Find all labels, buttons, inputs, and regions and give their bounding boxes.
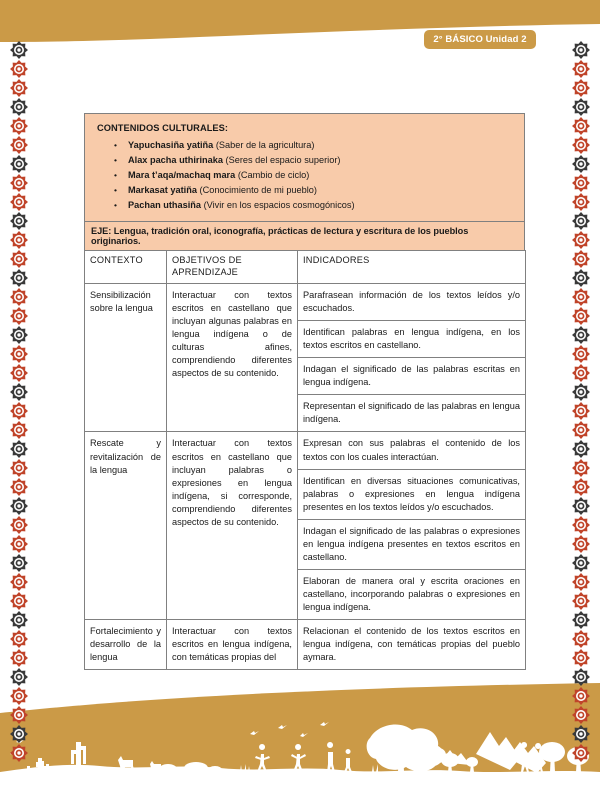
cultural-gloss: (Saber de la agricultura) [215, 140, 315, 150]
cell-indicador: Relacionan el contenido de los textos escritos en lengua indígena, con temáticas propias del pueblo aymara. [298, 620, 526, 670]
decorative-motif-icon [9, 553, 29, 573]
decorative-motif-icon [9, 401, 29, 421]
decorative-motif-icon [9, 192, 29, 212]
decorative-motif-icon [9, 420, 29, 440]
decorative-motif-icon [571, 97, 591, 117]
table-row [85, 432, 526, 469]
decorative-motif-icon [571, 78, 591, 98]
bottom-decorative-band [0, 680, 600, 800]
cultural-term: Yapuchasiña yatiña [128, 140, 214, 150]
decorative-motif-icon [571, 363, 591, 383]
decorative-motif-icon [9, 743, 29, 763]
cultural-gloss: (Seres del espacio superior) [225, 155, 341, 166]
decorative-motif-icon [9, 534, 29, 554]
unit-tab-badge [424, 30, 536, 49]
decorative-motif-icon [9, 173, 29, 193]
table-row [85, 283, 526, 320]
decorative-motif-icon [571, 743, 591, 763]
learning-objectives-table [84, 250, 526, 670]
decorative-motif-icon [9, 268, 29, 288]
decorative-motif-icon [9, 439, 29, 459]
cultural-gloss: (Cambio de ciclo) [237, 170, 310, 181]
decorative-motif-icon [571, 705, 591, 725]
decorative-motif-icon [571, 648, 591, 668]
decorative-motif-icon [9, 135, 29, 155]
decorative-motif-icon [571, 553, 591, 573]
table-header [85, 251, 526, 284]
cell-indicador: Indagan el significado de las palabras o expresiones en lengua indígena presentes en textos escritos en castellano. [298, 519, 526, 569]
cultural-content-item [97, 170, 514, 181]
cell-indicador: Indagan el significado de las palabras escritas en lengua indígena. [298, 358, 526, 395]
decorative-motif-icon [9, 591, 29, 611]
cell-indicador: Identifican palabras en lengua indígena, en los textos escritos en castellano. [298, 321, 526, 358]
decorative-motif-icon [9, 458, 29, 478]
decorative-motif-icon [571, 59, 591, 79]
cell-indicador: Representan el significado de las palabras en lengua indígena. [298, 395, 526, 432]
decorative-motif-icon [9, 287, 29, 307]
decorative-motif-icon [9, 648, 29, 668]
decorative-motif-icon [571, 667, 591, 687]
decorative-motif-icon [571, 572, 591, 592]
decorative-motif-icon [571, 724, 591, 744]
cultural-gloss: (Conocimiento de mi pueblo) [199, 185, 317, 196]
left-decorative-strip [8, 40, 30, 730]
decorative-motif-icon [571, 686, 591, 706]
decorative-motif-icon [9, 363, 29, 383]
cell-contexto: Sensibilización sobre la lengua [85, 283, 167, 432]
cultural-term: Mara t’aqa/machaq mara [128, 170, 236, 181]
decorative-motif-icon [571, 211, 591, 231]
right-decorative-strip [570, 40, 592, 730]
column-header-contexto: CONTEXTO [85, 251, 167, 284]
document-content [84, 113, 525, 670]
decorative-motif-icon [9, 667, 29, 687]
cultural-content-item [97, 155, 514, 166]
decorative-motif-icon [9, 344, 29, 364]
decorative-motif-icon [571, 344, 591, 364]
cultural-term: Alax pacha uthirinaka [128, 155, 223, 166]
decorative-motif-icon [571, 249, 591, 269]
decorative-motif-icon [571, 515, 591, 535]
cultural-content-item [97, 185, 514, 196]
decorative-motif-icon [571, 591, 591, 611]
cultural-contents-title: CONTENIDOS CULTURALES: [97, 123, 229, 133]
cell-indicador: Identifican en diversas situaciones comunicativas, palabras o expresiones en lengua indígena presentes en los textos leídos y/o escuchados. [298, 469, 526, 519]
decorative-motif-icon [9, 97, 29, 117]
decorative-motif-icon [9, 724, 29, 744]
decorative-motif-icon [571, 135, 591, 155]
cultural-contents-box [84, 113, 525, 221]
cultural-term: Markasat yatiña [128, 185, 197, 196]
eje-statement [84, 221, 525, 251]
cultural-term: Pachan uthasiña [128, 200, 202, 211]
cell-objetivo: Interactuar con textos escritos en castellano que incluyan palabras o expresiones en lengua indígena, si corresponde, comprendiendo diferentes aspectos de su contenido. [167, 432, 298, 620]
decorative-motif-icon [9, 477, 29, 497]
cell-indicador: Parafrasean información de los textos leídos y/o escuchados. [298, 283, 526, 320]
decorative-motif-icon [9, 59, 29, 79]
cell-objetivo: Interactuar con textos escritos en castellano que incluyan algunas palabras en lengua indígena o de culturas afines, comprendiendo diferentes aspectos de su contenido. [167, 283, 298, 432]
decorative-motif-icon [9, 610, 29, 630]
column-header-objetivos: OBJETIVOS DE APRENDIZAJE [167, 251, 298, 284]
table-row [85, 620, 526, 670]
decorative-motif-icon [9, 116, 29, 136]
decorative-motif-icon [571, 306, 591, 326]
unit-tab-label: 2° BÁSICO Unidad 2 [433, 34, 527, 45]
decorative-motif-icon [9, 154, 29, 174]
eje-text: EJE: Lengua, tradición oral, iconografía, prácticas de lectura y escritura de los pueblos originarios. [91, 226, 469, 247]
table-header-row [85, 251, 526, 284]
decorative-motif-icon [9, 705, 29, 725]
cell-contexto: Fortalecimiento y desarrollo de la lengua [85, 620, 167, 670]
column-header-indicadores: INDICADORES [298, 251, 526, 284]
cell-indicador: Expresan con sus palabras el contenido de los textos con los cuales interactúan. [298, 432, 526, 469]
decorative-motif-icon [571, 477, 591, 497]
decorative-motif-icon [571, 40, 591, 60]
decorative-motif-icon [9, 230, 29, 250]
cell-indicador: Elaboran de manera oral y escrita oraciones en castellano, incorporando palabras o expresiones en lengua indígena. [298, 569, 526, 619]
decorative-motif-icon [9, 249, 29, 269]
decorative-motif-icon [9, 325, 29, 345]
decorative-motif-icon [571, 287, 591, 307]
decorative-motif-icon [571, 154, 591, 174]
decorative-motif-icon [571, 325, 591, 345]
cell-objetivo: Interactuar con textos escritos en lengua indígena, con temáticas propias del [167, 620, 298, 670]
decorative-motif-icon [9, 686, 29, 706]
decorative-motif-icon [9, 211, 29, 231]
decorative-motif-icon [9, 40, 29, 60]
decorative-motif-icon [571, 496, 591, 516]
decorative-motif-icon [571, 268, 591, 288]
cell-contexto: Rescate y revitalización de la lengua [85, 432, 167, 620]
decorative-motif-icon [571, 173, 591, 193]
decorative-motif-icon [571, 610, 591, 630]
decorative-motif-icon [571, 629, 591, 649]
decorative-motif-icon [9, 496, 29, 516]
decorative-motif-icon [9, 78, 29, 98]
decorative-motif-icon [571, 116, 591, 136]
decorative-motif-icon [9, 515, 29, 535]
decorative-motif-icon [571, 420, 591, 440]
decorative-motif-icon [571, 458, 591, 478]
cultural-gloss: (Vivir en los espacios cosmogónicos) [203, 200, 355, 211]
decorative-motif-icon [571, 401, 591, 421]
decorative-motif-icon [571, 534, 591, 554]
decorative-motif-icon [9, 629, 29, 649]
decorative-motif-icon [571, 439, 591, 459]
table-body [85, 283, 526, 669]
cultural-content-item [97, 140, 514, 151]
decorative-motif-icon [571, 230, 591, 250]
cultural-contents-list [97, 140, 514, 211]
decorative-motif-icon [571, 382, 591, 402]
cultural-content-item [97, 200, 514, 211]
decorative-motif-icon [9, 382, 29, 402]
decorative-motif-icon [9, 306, 29, 326]
decorative-motif-icon [571, 192, 591, 212]
decorative-motif-icon [9, 572, 29, 592]
